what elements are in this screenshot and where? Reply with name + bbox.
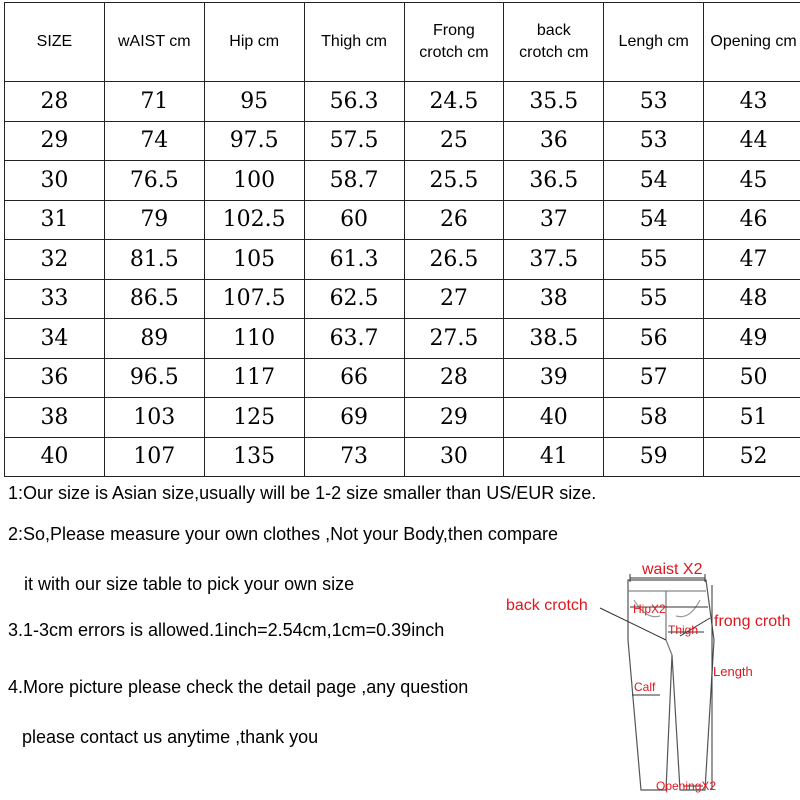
table-row [5, 437, 800, 477]
label-front-crotch: frong croth [714, 613, 791, 630]
size-cell: 36 [5, 358, 105, 398]
column-header: Opening cm [704, 3, 800, 82]
size-cell: 30 [5, 161, 105, 201]
measurement-cell: 79 [104, 200, 204, 240]
table-row [5, 121, 800, 161]
measurement-cell: 56 [604, 319, 704, 359]
measurement-cell: 58 [604, 398, 704, 438]
measurement-cell: 96.5 [104, 358, 204, 398]
note-2-line-1: 2:So,Please measure your own clothes ,Not your Body,then compare [8, 524, 558, 544]
measurement-cell: 48 [704, 279, 800, 319]
measurement-cell: 27 [404, 279, 504, 319]
size-cell: 33 [5, 279, 105, 319]
measurement-cell: 39 [504, 358, 604, 398]
measurement-cell: 27.5 [404, 319, 504, 359]
measurement-cell: 52 [704, 437, 800, 477]
label-calf: Calf [634, 680, 656, 694]
measurement-cell: 53 [604, 121, 704, 161]
measurement-cell: 97.5 [204, 121, 304, 161]
size-cell: 34 [5, 319, 105, 359]
label-opening: OpeningX2 [656, 779, 717, 793]
column-header: SIZE [5, 3, 105, 82]
measurement-cell: 45 [704, 161, 800, 201]
measurement-cell: 25.5 [404, 161, 504, 201]
measurement-cell: 37.5 [504, 240, 604, 280]
measurement-cell: 125 [204, 398, 304, 438]
measurement-cell: 117 [204, 358, 304, 398]
note-4-line-2: please contact us anytime ,thank you [22, 727, 319, 747]
table-row [5, 398, 800, 438]
table-header-row [5, 3, 800, 82]
note-1: 1:Our size is Asian size,usually will be 1-2 size smaller than US/EUR size. [8, 483, 597, 503]
measurement-cell: 62.5 [304, 279, 404, 319]
measurement-cell: 35.5 [504, 82, 604, 122]
measurement-cell: 69 [304, 398, 404, 438]
table-row [5, 279, 800, 319]
measurement-cell: 56.3 [304, 82, 404, 122]
measurement-cell: 58.7 [304, 161, 404, 201]
note-3: 3.1-3cm errors is allowed.1inch=2.54cm,1cm=0.39inch [8, 620, 445, 640]
measurement-cell: 40 [504, 398, 604, 438]
column-header: back crotch cm [504, 3, 604, 82]
size-cell: 40 [5, 437, 105, 477]
note-2-line-2: it with our size table to pick your own size [24, 574, 355, 594]
table-row [5, 200, 800, 240]
measurement-cell: 73 [304, 437, 404, 477]
column-header: Hip cm [204, 3, 304, 82]
measurement-cell: 28 [404, 358, 504, 398]
size-cell: 38 [5, 398, 105, 438]
label-thigh: Thigh [668, 623, 699, 637]
measurement-cell: 49 [704, 319, 800, 359]
measurement-cell: 60 [304, 200, 404, 240]
measurement-cell: 81.5 [104, 240, 204, 280]
label-waist: waist X2 [642, 561, 703, 578]
label-length: Length [713, 664, 753, 679]
measurement-cell: 46 [704, 200, 800, 240]
size-cell: 28 [5, 82, 105, 122]
measurement-cell: 36 [504, 121, 604, 161]
measurement-cell: 57.5 [304, 121, 404, 161]
table-row [5, 240, 800, 280]
measurement-cell: 107.5 [204, 279, 304, 319]
measurement-cell: 26 [404, 200, 504, 240]
measurement-cell: 55 [604, 279, 704, 319]
size-cell: 29 [5, 121, 105, 161]
measurement-cell: 38 [504, 279, 604, 319]
column-header: Thigh cm [304, 3, 404, 82]
measurement-cell: 30 [404, 437, 504, 477]
measurement-cell: 38.5 [504, 319, 604, 359]
measurement-cell: 41 [504, 437, 604, 477]
measurement-cell: 57 [604, 358, 704, 398]
table-row [5, 82, 800, 122]
measurement-cell: 110 [204, 319, 304, 359]
measurement-cell: 103 [104, 398, 204, 438]
size-cell: 31 [5, 200, 105, 240]
measurement-cell: 61.3 [304, 240, 404, 280]
measurement-cell: 36.5 [504, 161, 604, 201]
table-row [5, 358, 800, 398]
measurement-cell: 59 [604, 437, 704, 477]
measurement-cell: 50 [704, 358, 800, 398]
measurement-cell: 100 [204, 161, 304, 201]
measurement-cell: 51 [704, 398, 800, 438]
measurement-cell: 55 [604, 240, 704, 280]
measurement-cell: 89 [104, 319, 204, 359]
measurement-cell: 25 [404, 121, 504, 161]
label-back-crotch: back crotch [506, 597, 588, 614]
measurement-cell: 26.5 [404, 240, 504, 280]
measurement-cell: 102.5 [204, 200, 304, 240]
measurement-cell: 54 [604, 200, 704, 240]
measurement-cell: 107 [104, 437, 204, 477]
measurement-cell: 95 [204, 82, 304, 122]
measurement-cell: 105 [204, 240, 304, 280]
note-4-line-1: 4.More picture please check the detail page ,any question [8, 677, 469, 697]
size-cell: 32 [5, 240, 105, 280]
measurement-cell: 86.5 [104, 279, 204, 319]
column-header: Frong crotch cm [404, 3, 504, 82]
measurement-cell: 54 [604, 161, 704, 201]
measurement-cell: 24.5 [404, 82, 504, 122]
measurement-cell: 53 [604, 82, 704, 122]
measurement-cell: 44 [704, 121, 800, 161]
table-row [5, 319, 800, 359]
measurement-cell: 63.7 [304, 319, 404, 359]
measurement-cell: 43 [704, 82, 800, 122]
measurement-cell: 29 [404, 398, 504, 438]
column-header: wAIST cm [104, 3, 204, 82]
measurement-cell: 37 [504, 200, 604, 240]
measurement-cell: 47 [704, 240, 800, 280]
measurement-cell: 74 [104, 121, 204, 161]
measurement-cell: 66 [304, 358, 404, 398]
table-row [5, 161, 800, 201]
column-header: Lengh cm [604, 3, 704, 82]
measurement-cell: 76.5 [104, 161, 204, 201]
measurement-cell: 71 [104, 82, 204, 122]
label-hip: HipX2 [633, 602, 666, 616]
measurement-cell: 135 [204, 437, 304, 477]
pants-measurement-diagram [490, 550, 800, 800]
size-chart-table [4, 2, 800, 477]
